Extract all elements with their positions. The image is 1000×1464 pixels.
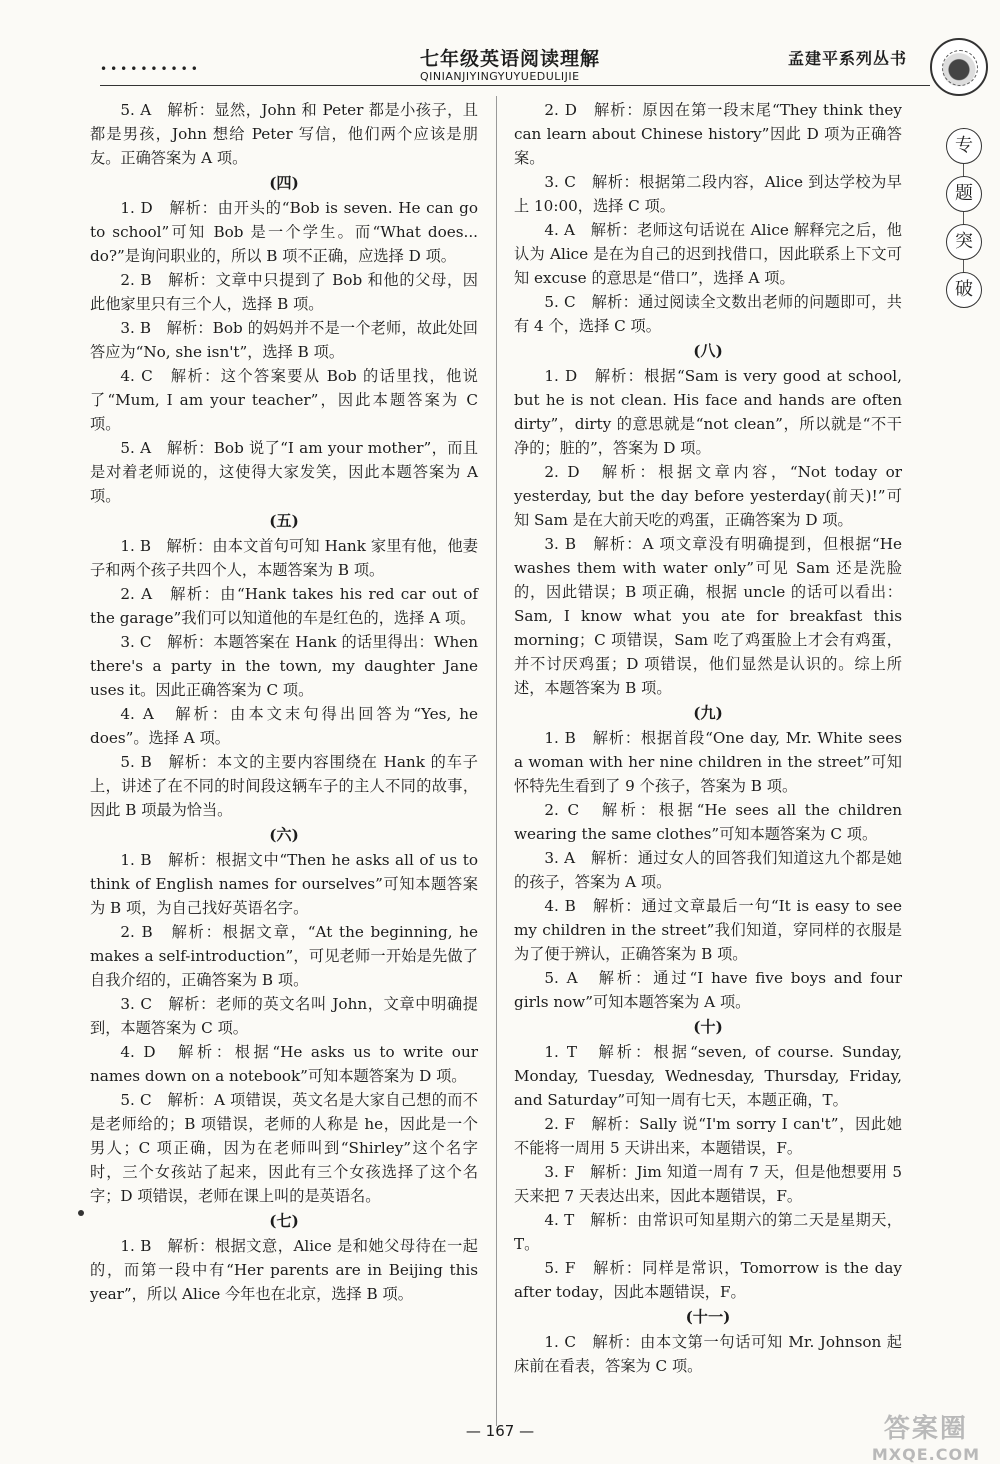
print-speck	[78, 1210, 84, 1216]
header-dots: ••••••••••	[100, 62, 201, 76]
answer-item: 2. B 解析：文章中只提到了 Bob 和他的父母，因此他家里只有三个人，选择 B 项。	[90, 271, 478, 313]
answer-item: 5. C 解析：通过阅读全文数出老师的问题即可，共有 4 个，选择 C 项。	[514, 293, 902, 335]
answer-item: 4. D 解析：根据“He asks us to write our names down on a notebook”可知本题答案为 D 项。	[90, 1043, 478, 1085]
answer-item: 3. C 解析：本题答案在 Hank 的话里得出：When there's a party in the town, my daughter Jane uses it。因此正确答案为 C 项。	[90, 633, 478, 699]
answer-item: 1. D 解析：由开头的“Bob is seven. He can go to school”可知 Bob 是一个学生。而“What does... do?”是询问职业的，所以 B 项不正确，应选择 D 项。	[90, 199, 478, 265]
answer-item: 4. B 解析：通过文章最后一句“It is easy to see my children in the street”我们知道，穿同样的衣服是为了便于辨认，正确答案为 B 项。	[514, 897, 902, 963]
answer-item: 3. F 解析：Jim 知道一周有 7 天，但是他想要用 5 天来把 7 天表达出来，因此本题错误，F。	[514, 1163, 902, 1205]
answer-item: 3. C 解析：老师的英文名叫 John，文章中明确提到，本题答案为 C 项。	[90, 995, 478, 1037]
answer-item: 2. A 解析：由“Hank takes his red car out of the garage”我们可以知道他的车是红色的，选择 A 项。	[90, 585, 478, 627]
side-tabs	[946, 128, 986, 320]
book-title: 七年级英语阅读理解	[420, 48, 601, 70]
side-tab: 专	[946, 128, 982, 164]
side-tab: 突	[946, 224, 982, 260]
answer-item: 2. C 解析：根据“He sees all the children wearing the same clothes”可知本题答案为 C 项。	[514, 801, 902, 843]
watermark-line2: MXQE.COM	[871, 1445, 980, 1464]
answer-item: 1. B 解析：由本文首句可知 Hank 家里有他，他妻子和两个孩子共四个人，本题答案为 B 项。	[90, 537, 478, 579]
answer-item: 3. B 解析：A 项文章没有明确提到，但根据“He washes them with water only”可见 Sam 还是洗脸的，因此错误；B 项正确，根据 uncle 的话可以看出：Sam, I know what you ate for breakfast this morning；C 项错误，Sam 吃了鸡蛋脸上才会有鸡蛋，并不讨厌鸡蛋；D 项错误，他们显然是认识的。综上所述，本题答案为 B 项。	[514, 535, 902, 697]
answer-item: 4. A 解析：老师这句话说在 Alice 解释完之后，他认为 Alice 是在为自己的迟到找借口，因此联系上下文可知 excuse 的意思是“借口”，选择 A 项。	[514, 221, 902, 287]
answer-item: 1. T 解析：根据“seven, of course. Sunday, Monday, Tuesday, Wednesday, Thursday, Friday, and Saturday”可知一周有七天，本题正确，T。	[514, 1043, 902, 1109]
watermark	[872, 1408, 980, 1464]
answer-item: 5. A 解析：显然，John 和 Peter 都是小孩子，且都是男孩，John 想给 Peter 写信，他们两个应该是朋友。正确答案为 A 项。	[90, 101, 478, 167]
section-heading: (十)	[693, 1018, 723, 1036]
answer-item: 3. B 解析：Bob 的妈妈并不是一个老师，故此处回答应为“No, she isn't”，选择 B 项。	[90, 319, 478, 361]
section-heading: (九)	[693, 704, 723, 722]
series-name: 孟建平系列丛书	[788, 49, 908, 68]
answer-item: 5. B 解析：本文的主要内容围绕在 Hank 的车子上，讲述了在不同的时间段这辆车子的主人不同的故事，因此 B 项最为恰当。	[90, 753, 478, 819]
side-tab: 题	[946, 176, 982, 212]
answer-item: 2. D 解析：根据文章内容，“Not today or yesterday, but the day before yesterday(前天)!”可知 Sam 是在大前天吃的鸡蛋，正确答案为 D 项。	[514, 463, 902, 529]
page-header	[0, 0, 1000, 100]
answer-item: 2. D 解析：原因在第一段末尾“They think they can learn about Chinese history”因此 D 项为正确答案。	[514, 101, 902, 167]
answer-item: 3. A 解析：通过女人的回答我们知道这九个都是她的孩子，答案为 A 项。	[514, 849, 902, 891]
right-column	[514, 98, 902, 1378]
page-number: — 167 —	[465, 1422, 535, 1440]
answer-item: 5. C 解析：A 项错误，英文名是大家自己想的而不是老师给的；B 项错误，老师的人称是 he，因此是一个男人；C 项正确，因为在老师叫到“Shirley”这个名字时，三个女孩站了起来，因此有三个女孩选择了这个名字；D 项错误，老师在课上叫的是英语名。	[90, 1091, 478, 1205]
section-heading: (十一)	[685, 1308, 731, 1326]
answer-item: 5. A 解析：Bob 说了“I am your mother”，而且是对着老师说的，这使得大家发笑，因此本题答案为 A 项。	[90, 439, 478, 505]
section-heading: (五)	[269, 512, 299, 530]
answer-item: 5. F 解析：同样是常识，Tomorrow is the day after today，因此本题错误，F。	[514, 1259, 902, 1301]
section-heading: (六)	[269, 826, 299, 844]
answer-item: 1. B 解析：根据文中“Then he asks all of us to think of English names for ourselves”可知本题答案为 B 项，为自己找好英语名字。	[90, 851, 478, 917]
answer-item: 4. A 解析：由本文末句得出回答为“Yes, he does”。选择 A 项。	[90, 705, 478, 747]
answer-item: 1. B 解析：根据首段“One day, Mr. White sees a woman with her nine children in the street”可知怀特先生看到了 9 个孩子，答案为 B 项。	[514, 729, 902, 795]
answer-item: 2. B 解析：根据文章，“At the beginning, he makes a self-introduction”，可见老师一开始是先做了自我介绍的，正确答案为 B 项。	[90, 923, 478, 989]
answer-item: 1. B 解析：根据文意，Alice 是和她父母待在一起的，而第一段中有“Her parents are in Beijing this year”，所以 Alice 今年也在北京，选择 B 项。	[90, 1237, 478, 1303]
watermark-line1: 答案圈	[883, 1414, 968, 1444]
answer-item: 3. C 解析：根据第二段内容，Alice 到达学校为早上 10:00，选择 C 项。	[514, 173, 902, 215]
answer-item: 1. D 解析：根据“Sam is very good at school, but he is not clean. His face and hands are often dirty”，dirty 的意思就是“not clean”，所以就是“不干净的；脏的”，答案为 D 项。	[514, 367, 902, 457]
book-pinyin: QINIANJIYINGYUYUEDULIJIE	[420, 70, 580, 83]
answer-item: 5. A 解析：通过“I have five boys and four girls now”可知本题答案为 A 项。	[514, 969, 902, 1011]
section-heading: (七)	[269, 1212, 299, 1230]
series-logo-icon	[930, 38, 988, 96]
section-heading: (八)	[693, 342, 723, 360]
answer-item: 4. C 解析：这个答案要从 Bob 的话里找，他说了“Mum, I am your teacher”，因此本题答案为 C 项。	[90, 367, 478, 433]
header-rule	[100, 85, 930, 86]
answer-item: 2. F 解析：Sally 说“I'm sorry I can't”，因此她不能将一周用 5 天讲出来，本题错误，F。	[514, 1115, 902, 1157]
column-divider	[496, 96, 497, 1426]
answer-item: 1. C 解析：由本文第一句话可知 Mr. Johnson 起床前在看表，答案为 C 项。	[514, 1333, 902, 1375]
left-column	[90, 98, 478, 1306]
section-heading: (四)	[269, 174, 299, 192]
side-tab: 破	[946, 272, 982, 308]
answer-item: 4. T 解析：由常识可知星期六的第二天是星期天，T。	[514, 1211, 902, 1253]
